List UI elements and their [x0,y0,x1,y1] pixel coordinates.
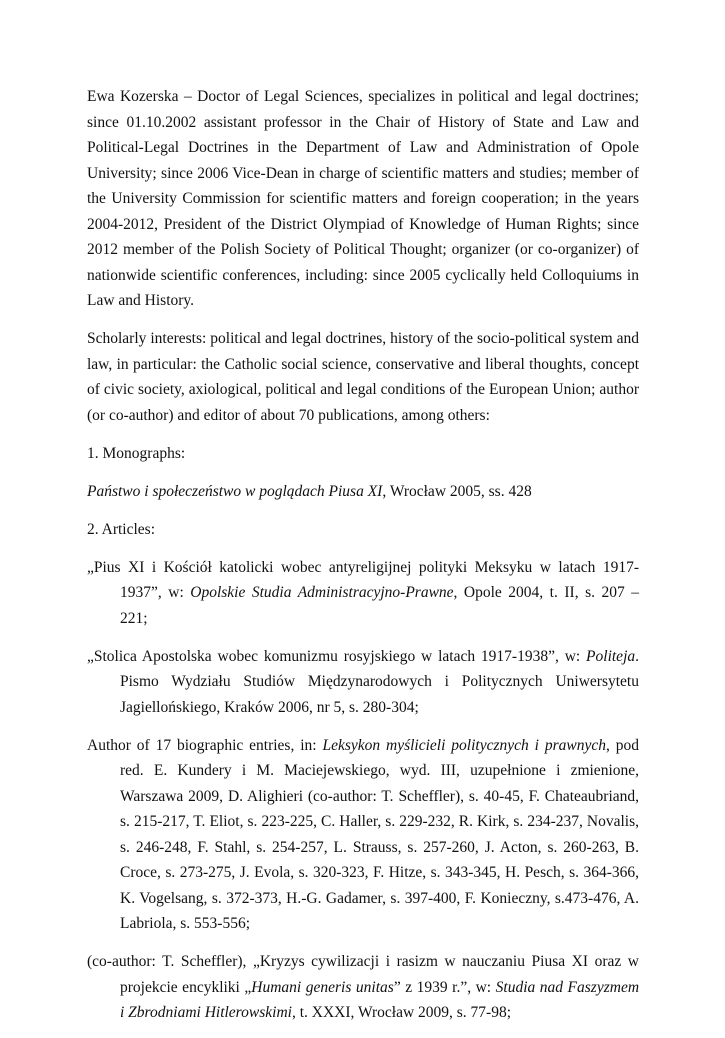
article-4-journal: Studia nad Faszyzmem i Zbrodniami Hitlerowskimi [120,978,640,1021]
article-4-title: (co-author: T. Scheffler), „Kryzys cywilizacji i rasizm w nauczaniu Piusa XI oraz w projekcie encykliki „ [87,953,639,996]
article-3-book: Leksykon myślicieli politycznych i prawnych [322,736,606,754]
article-1-journal: Opolskie Studia Administracyjno-Prawne [190,584,454,601]
article-3-details: , pod red. E. Kundery i M. Maciejewskiego, wyd. III, uzupełnione i zmienione, Warszawa 2009, D. Alighieri (co-author: T. Scheffler), s. 40-45, F. Chateaubriand, s. 215-217, T. Eliot, s. 223-225, C. Haller, s. 229-232, R. Kirk, s. 234-237, Novalis, s. 246-248, F. Stahl, s. 254-257, L. Strauss, s. 257-260, J. Acton, s. 260-263, B. Croce, s. 273-275, J. Evola, s. 320-323, F. Hitze, s. 343-345, H. Pesch, s. 364-366, K. Vogelsang, s. 372-373, H.-G. Gadamer, s. 397-400, F. Konieczny, s.473-476, A. Labriola, s. 553-556; [120,736,639,932]
article-4-middle: ” z 1939 r.”, w: [393,978,496,996]
interests-paragraph: Scholarly interests: political and legal doctrines, history of the socio-political system and law, in particular: the Catholic social science, conservative and liberal thoughts, concept of civic society, axiological, political and legal conditions of the European Union; author (or co-author) and editor of about 70 publications, among others: [87,330,639,424]
monograph-entry [87,479,639,505]
article-entry-1 [87,555,639,632]
article-entry-2 [87,644,639,721]
article-2-journal: Politeja [586,647,636,665]
document-body [87,84,639,1038]
article-4-encyclical: Humani generis unitas [251,978,394,996]
article-2-details: . Pismo Wydziału Studiów Międzynarodowych i Politycznych Uniwersytetu Jagiellońskiego, Kraków 2006, nr 5, s. 280-304; [120,647,639,716]
article-1-title: „Pius XI i Kościół katolicki wobec antyreligijnej polityki Meksyku w latach 1917-1937”, w: [87,558,639,601]
article-entry-3 [87,733,639,937]
monograph-title: Państwo i społeczeństwo w poglądach Piusa XI [87,482,383,500]
articles-heading: 2. Articles: [87,520,156,538]
monographs-heading: 1. Monographs: [87,444,186,462]
monograph-details: , Wrocław 2005, ss. 428 [382,482,532,500]
article-entry-4 [87,949,639,1026]
bio-paragraph: Ewa Kozerska – Doctor of Legal Sciences, specializes in political and legal doctrines; since 01.10.2002 assistant professor in the Chair of History of State and Law and Political-Legal Doctrines in the Department of Law and Administration of Opole University; since 2006 Vice-Dean in charge of scientific matters and studies; member of the University Commission for scientific matters and foreign cooperation; in the years 2004-2012, President of the District Olympiad of Knowledge of Human Rights; since 2012 member of the Polish Society of Political Thought; organizer (or co-organizer) of nationwide scientific conferences, including: since 2005 cyclically held Colloquiums in Law and History. [87,88,639,309]
article-4-details: , t. XXXI, Wrocław 2009, s. 77-98; [291,1004,512,1021]
article-3-intro: Author of 17 biographic entries, in: [87,736,323,754]
article-1-details: , Opole 2004, t. II, s. 207 – 221; [120,584,639,627]
article-2-title: „Stolica Apostolska wobec komunizmu rosyjskiego w latach 1917-1938”, w: [87,647,587,665]
